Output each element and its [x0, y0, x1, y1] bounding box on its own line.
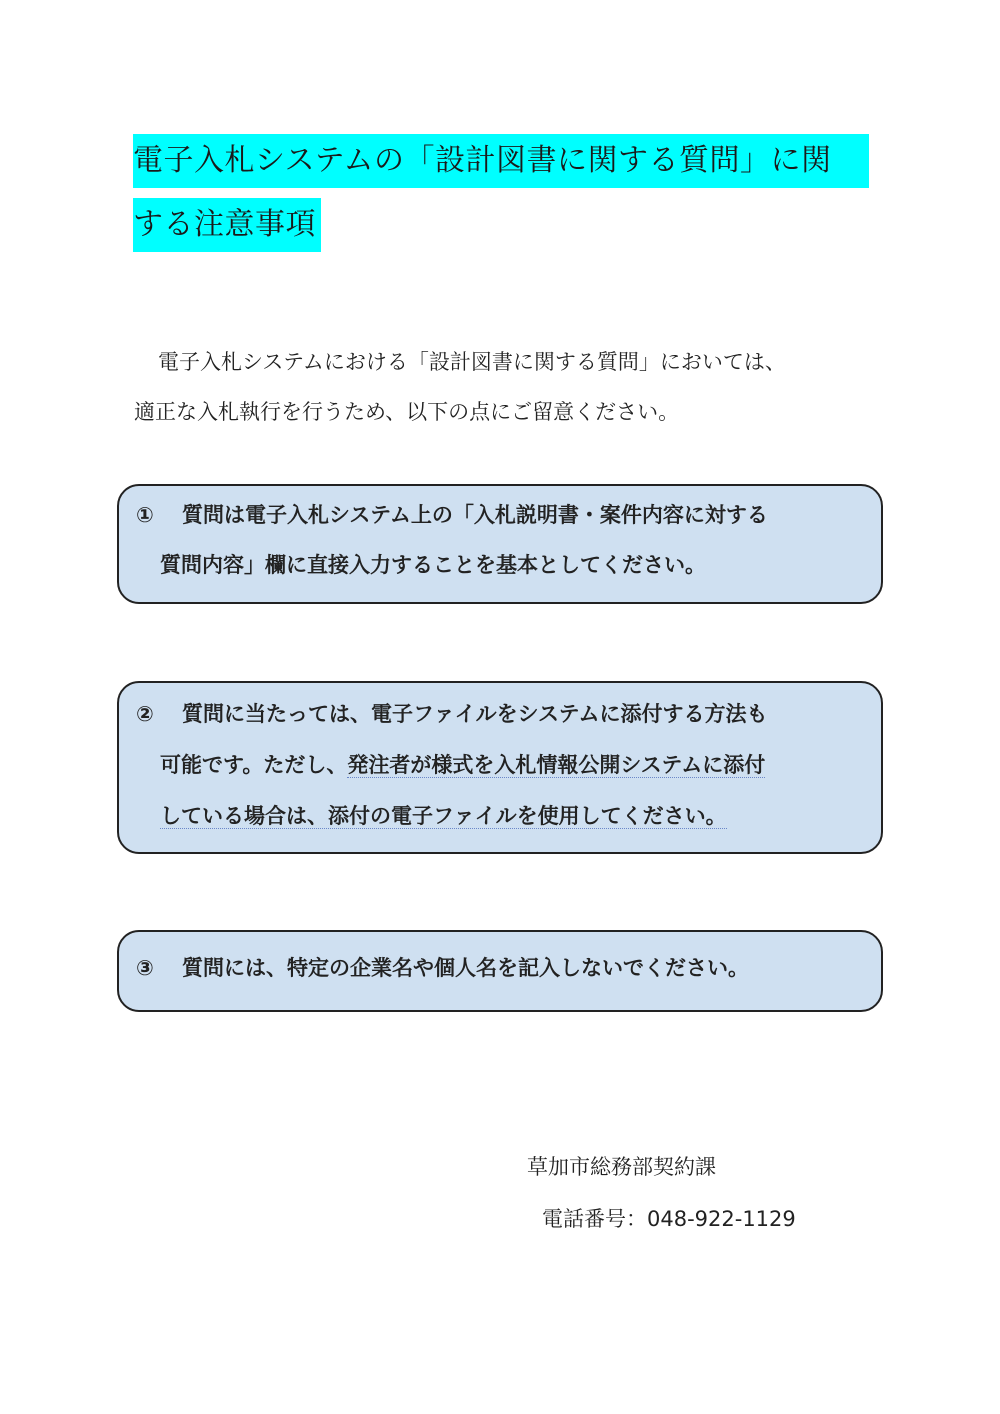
- notice-number: ②: [136, 702, 154, 726]
- notice-text-underlined: 発注者が様式を入札情報公開システムに添付: [347, 753, 766, 777]
- footer-department: 草加市総務部契約課: [527, 1155, 716, 1179]
- notice-1-line-2: 質問内容」欄に直接入力することを基本としてください。: [160, 553, 706, 577]
- intro-text-line-2: 適正な入札執行を行うため、以下の点にご留意ください。: [134, 400, 680, 424]
- notice-text-underlined: している場合は、添付の電子ファイルを使用してください。: [160, 804, 727, 828]
- notice-3-line-1: [136, 953, 749, 983]
- footer-phone: 電話番号：048-922-1129: [542, 1207, 796, 1231]
- notice-text: 質問に当たっては、電子ファイルをシステムに添付する方法も: [182, 702, 768, 726]
- notice-box-1: [117, 484, 883, 604]
- notice-1-line-1: [136, 500, 768, 530]
- notice-text: 質問は電子入札システム上の「入札説明書・案件内容に対する: [182, 503, 768, 527]
- page-title-line-1: 電子入札システムの「設計図書に関する質問」に関: [133, 134, 869, 188]
- notice-number: ①: [136, 503, 154, 527]
- notice-2-line-1: [136, 699, 767, 729]
- notice-box-3: [117, 930, 883, 1012]
- intro-text-line-1: 電子入札システムにおける「設計図書に関する質問」においては、: [158, 350, 786, 374]
- notice-text: 質問には、特定の企業名や個人名を記入しないでください。: [182, 956, 749, 980]
- notice-2-line-2: [160, 750, 765, 780]
- notice-text: 可能です。ただし、: [160, 753, 348, 777]
- page-title-line-2: する注意事項: [133, 198, 321, 252]
- notice-box-2: [117, 681, 883, 854]
- notice-number: ③: [136, 956, 154, 980]
- notice-2-line-3: [160, 801, 727, 831]
